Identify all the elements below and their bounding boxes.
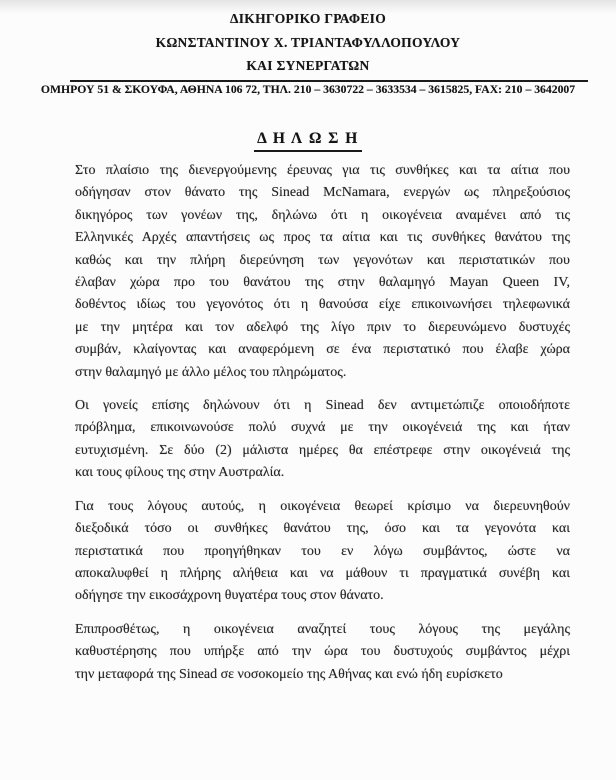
document-line: Οι γονείς επίσης δηλώνουν ότι η Sinead δεν αντιμετώπιζε οποιοδήποτε — [75, 398, 570, 414]
document-line: οδήγησε την εικοσάχρονη θυγατέρα τους στον θάνατο. — [75, 588, 384, 604]
document-line: με την μητέρα και τον αδελφό της λίγο πριν το διερευνώμενο δυστυχές — [75, 319, 570, 335]
document-line: διεξοδικά τόσο οι συνθήκες θανάτου της, όσο και τα γεγονότα και — [75, 521, 570, 537]
document-line: περιστατικά που προηγήθηκαν του εν λόγω συμβάντος, ώστε να — [75, 543, 570, 559]
document-line: καθώς και την πλήρη διερεύνηση των γεγονότων και περιστατικών που — [75, 252, 570, 268]
document-line: την μεταφορά της Sinead σε νοσοκομείο της Αθήνας και ενώ ήδη ευρίσκετο — [75, 666, 503, 682]
letterhead — [0, 7, 616, 78]
document-line: ευτυχισμένη. Σε δύο (2) μάλιστα ημέρες θα επέστρεφε στην οικογένειά της — [75, 442, 570, 458]
paragraph-3 — [75, 496, 570, 608]
document-line: στην θαλαμηγό με άλλο μέλος του πληρώματος. — [75, 364, 347, 380]
document-line: καθυστέρησης που υπήρξε από την ώρα του δυστυχούς συμβάντος μέχρι — [75, 644, 570, 660]
document-title: Δ Η Λ Ω Σ Η — [254, 129, 362, 152]
document-line: Ελληνικές Αρχές απαντήσεις ως προς τα αίτια και τις συνθήκες θανάτου της — [75, 230, 570, 246]
paragraph-2 — [75, 395, 570, 485]
firm-name-line: ΚΩΝΣΤΑΝΤΙΝΟΥ Χ. ΤΡΙΑΝΤΑΦΥΛΛΟΠΟΥΛΟΥ — [155, 34, 461, 50]
document-line: και τους φίλους της στην Αυστραλία. — [75, 465, 285, 481]
document-line: πρόβλημα, επικοινωνούσε πολύ συχνά με την οικογένειά της και ήταν — [75, 420, 570, 436]
document-title-row — [0, 129, 616, 152]
firm-type-line: ΔΙΚΗΓΟΡΙΚΟ ΓΡΑΦΕΙΟ — [229, 11, 387, 26]
document-line: συμβάν, κλαίγοντας και αναφερόμενη σε ένα περιστατικό που έλαβε χώρα — [75, 342, 570, 358]
document-line: Επιπροσθέτως, η οικογένεια αναζητεί τους λόγους της μεγάλης — [75, 621, 570, 637]
document-line: έλαβαν χώρα προ του θανάτου της στην θαλαμηγό Mayan Queen IV, — [75, 275, 570, 291]
paragraph-1 — [75, 160, 570, 384]
document-line: δικηγόρος των γονέων της, δηλώνω ότι η οικογένεια αναμένει από τις — [75, 207, 570, 223]
firm-partners-line: ΚΑΙ ΣΥΝΕΡΓΑΤΩΝ — [246, 58, 370, 73]
letterhead-rule — [70, 80, 588, 82]
document-line: Για τους λόγους αυτούς, η οικογένεια θεωρεί κρίσιμο να διερευνηθούν — [75, 498, 570, 514]
document-line: αποκαλυφθεί η πλήρης αλήθεια και να μάθουν τι πραγματικά συνέβη και — [75, 565, 570, 581]
paragraph-4 — [75, 619, 570, 686]
document-line: δοθέντος ιδίως του γεγονότος ότι η θανούσα είχε επικοινωνήσει τηλεφωνικά — [75, 297, 570, 313]
document-line: Στο πλαίσιο της διενεργούμενης έρευνας για τις συνθήκες και τα αίτια που — [75, 163, 570, 178]
letterhead-address: ΟΜΗΡΟΥ 51 & ΣΚΟΥΦΑ, ΑΘΗΝΑ 106 72, ΤΗΛ. 210 – 3630722 – 3633534 – 3615825, FAX: 210 – 3642007 — [40, 83, 576, 96]
document-body — [75, 160, 570, 697]
document-line: οδήγησαν στον θάνατο της Sinead McNamara, ενεργών ως πληρεξούσιος — [75, 185, 570, 201]
